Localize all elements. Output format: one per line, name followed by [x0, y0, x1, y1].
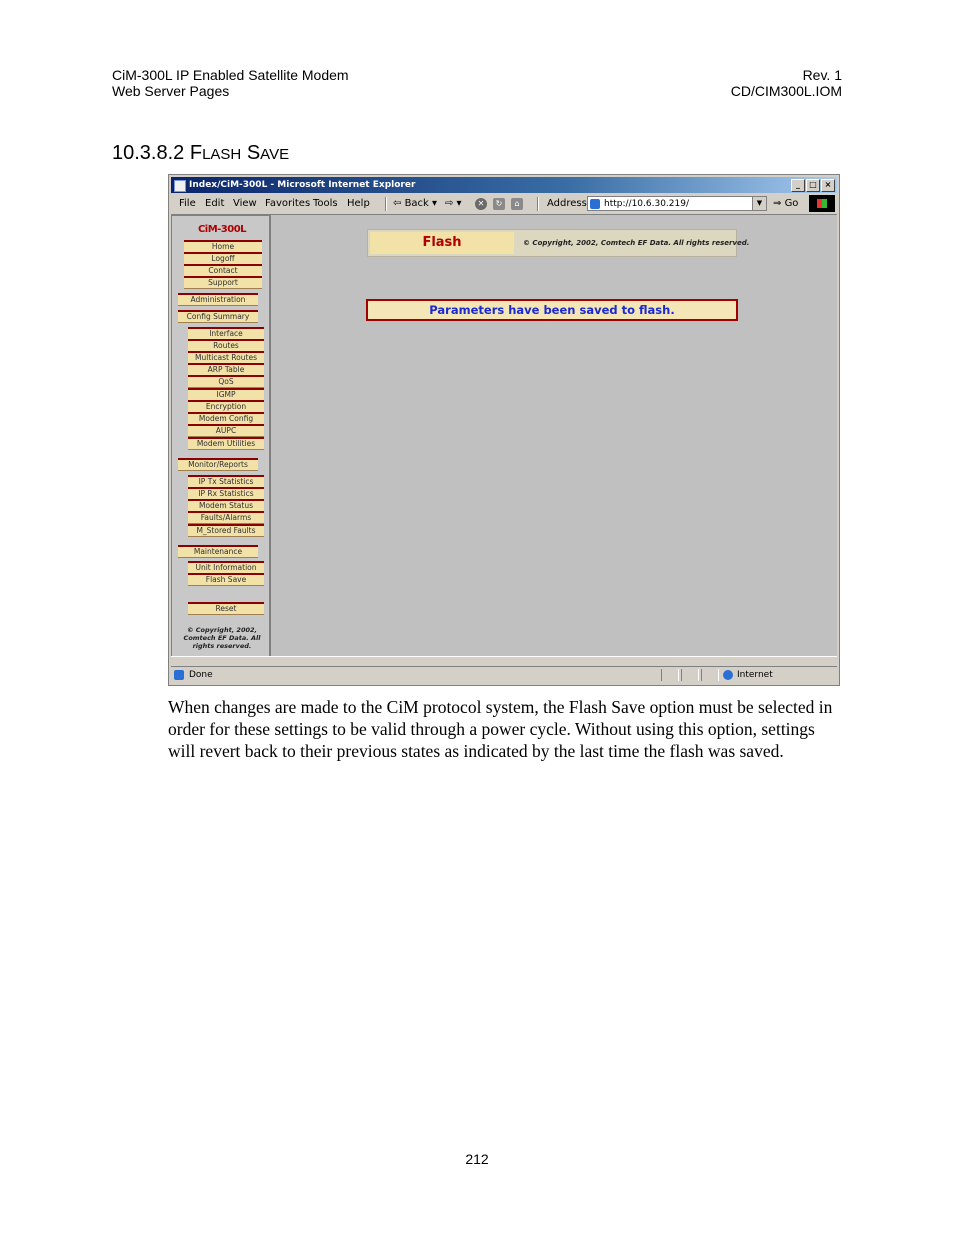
sidebar-item-routes[interactable]: Routes [188, 339, 264, 352]
section-title-cap-f: F [189, 142, 203, 164]
home-icon[interactable]: ⌂ [511, 198, 523, 210]
ie-page-icon [174, 670, 184, 680]
browser-status-bar [171, 666, 837, 683]
chevron-down-icon[interactable]: ▼ [752, 197, 766, 210]
sidebar-item-arp-table[interactable]: ARP Table [188, 363, 264, 376]
header-right [731, 67, 842, 99]
body-paragraph: When changes are made to the CiM protocol system, the Flash Save option must be selected in order for these settings to be valid through a power cycle. Without using this option, settings will revert back to their previous states as indicated by the last time the flash was saved. [168, 697, 833, 761]
forward-arrow-icon: ⇨ ▾ [445, 198, 462, 209]
sidebar-item-logoff[interactable]: Logoff [184, 252, 262, 265]
sidebar-frame [171, 215, 271, 657]
menu-toolbar [171, 194, 837, 215]
close-icon[interactable]: × [821, 179, 835, 192]
sidebar-item-encryption[interactable]: Encryption [188, 400, 264, 413]
sidebar-item-ip-tx-statistics[interactable]: IP Tx Statistics [188, 475, 264, 488]
toolbar-separator [385, 197, 386, 211]
browser-title-bar [171, 177, 837, 193]
sidebar-item-modem-config[interactable]: Modem Config [188, 412, 264, 425]
back-label: Back [404, 198, 429, 209]
menu-file[interactable]: File [179, 198, 196, 209]
page-banner [367, 229, 750, 257]
sidebar-item-administration[interactable]: Administration [178, 293, 258, 306]
address-label: Address [547, 198, 587, 209]
sidebar-item-config-summary[interactable]: Config Summary [178, 310, 258, 323]
header-doc-id: CD/CIM300L.IOM [730, 83, 842, 99]
stop-icon[interactable]: ✕ [475, 198, 487, 210]
sidebar-item-stored-faults[interactable]: M_Stored Faults [188, 524, 264, 537]
section-number: 10.3.8.2 [112, 142, 185, 164]
sidebar-logo: CiM-300L [197, 224, 247, 235]
toolbar-separator [537, 197, 538, 211]
sidebar-item-unit-information[interactable]: Unit Information [188, 561, 264, 574]
status-pane [681, 669, 699, 681]
sidebar-item-faults-alarms[interactable]: Faults/Alarms [188, 511, 264, 524]
window-title: Index/CiM-300L - Microsoft Internet Explorer [189, 180, 416, 190]
sidebar-item-support[interactable]: Support [184, 276, 262, 289]
ie-page-icon [174, 180, 186, 192]
sidebar-item-home[interactable]: Home [184, 240, 262, 253]
forward-button[interactable] [445, 194, 462, 214]
header-revision: Rev. 1 [802, 67, 842, 83]
browser-content [171, 215, 837, 665]
status-pane [661, 669, 679, 681]
section-title-rest-ave: AVE [260, 146, 290, 163]
go-label: Go [784, 198, 799, 209]
sidebar-copyright: © Copyright, 2002, Comtech EF Data. All rights reserved. [183, 626, 261, 650]
browser-screenshot [168, 174, 840, 686]
section-title-rest-lash: LASH [202, 146, 242, 163]
address-value: http://10.6.30.219/ [604, 199, 689, 209]
back-button[interactable]: ⇦ Back ▾ [393, 198, 438, 209]
window-controls [791, 179, 835, 192]
go-arrow-icon: ⇒ [773, 198, 785, 209]
page-number: 212 [465, 1151, 489, 1167]
maximize-icon[interactable]: □ [806, 179, 820, 192]
sidebar-item-reset[interactable]: Reset [188, 602, 264, 615]
header-chapter: Web Server Pages [112, 83, 230, 99]
sidebar-item-maintenance[interactable]: Maintenance [178, 545, 258, 558]
address-input[interactable] [587, 196, 767, 211]
section-title-cap-s: S [246, 142, 261, 164]
minimize-icon[interactable]: _ [791, 179, 805, 192]
sidebar-item-ip-rx-statistics[interactable]: IP Rx Statistics [188, 487, 264, 500]
menu-help[interactable]: Help [347, 198, 370, 209]
banner-copyright: © Copyright, 2002, Comtech EF Data. All rights reserved. [523, 239, 750, 247]
refresh-icon[interactable]: ↻ [493, 198, 505, 210]
main-frame [272, 215, 837, 665]
header-left [112, 67, 349, 99]
sidebar-item-multicast-routes[interactable]: Multicast Routes [188, 351, 264, 364]
section-heading [112, 141, 289, 167]
horizontal-scrollbar[interactable] [171, 656, 837, 665]
menu-favorites[interactable]: Favorites [265, 198, 311, 209]
status-pane [701, 669, 719, 681]
sidebar-item-igmp[interactable]: IGMP [188, 388, 264, 401]
sidebar-item-monitor-reports[interactable]: Monitor/Reports [178, 458, 258, 471]
menu-edit[interactable]: Edit [205, 198, 225, 209]
header-product: CiM-300L IP Enabled Satellite Modem [112, 67, 349, 83]
go-button[interactable] [773, 194, 798, 214]
page-title: Flash [370, 232, 514, 254]
internet-zone-icon [723, 670, 733, 680]
sidebar-item-flash-save[interactable]: Flash Save [188, 573, 264, 586]
menu-tools[interactable]: Tools [313, 198, 338, 209]
windows-logo-icon [809, 195, 835, 212]
sidebar-item-modem-utilities[interactable]: Modem Utilities [188, 437, 264, 450]
status-message: Parameters have been saved to flash. [366, 299, 738, 321]
status-text: Done [189, 670, 213, 680]
back-arrow-icon: ⇦ [393, 198, 405, 209]
ie-page-icon [590, 199, 600, 209]
sidebar-item-qos[interactable]: QoS [188, 375, 264, 388]
menu-view[interactable]: View [233, 198, 257, 209]
zone-text: Internet [737, 670, 773, 680]
sidebar-item-interface[interactable]: Interface [188, 327, 264, 340]
sidebar-item-contact[interactable]: Contact [184, 264, 262, 277]
sidebar-item-aupc[interactable]: AUPC [188, 424, 264, 437]
sidebar-item-modem-status[interactable]: Modem Status [188, 499, 264, 512]
